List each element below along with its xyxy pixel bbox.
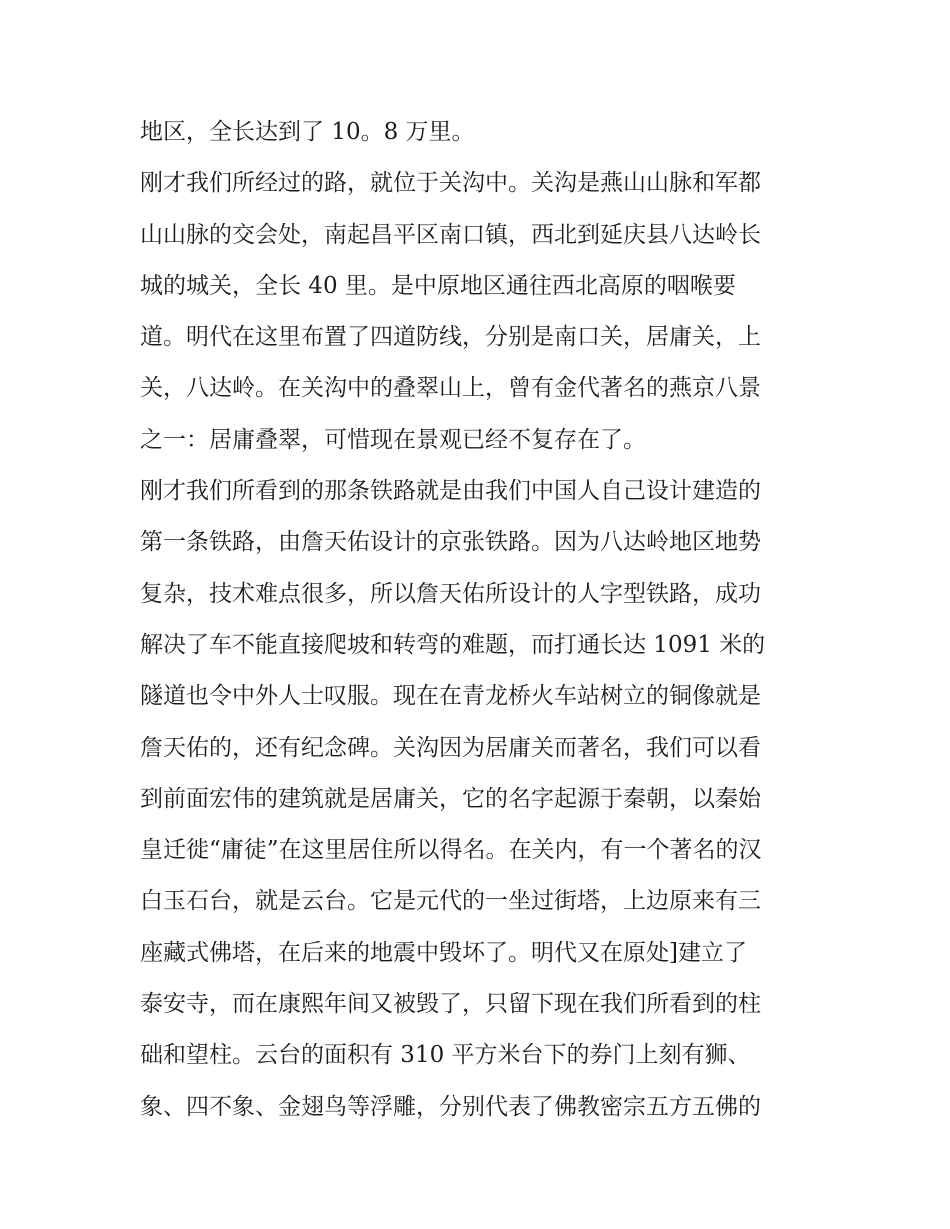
text-line: 关，八达岭。在关沟中的叠翠山上，曾有金代著名的燕京八景: [140, 375, 761, 402]
text-line: 刚才我们所看到的那条铁路就是由我们中国人自己设计建造的: [140, 478, 761, 505]
text-line: 城的城关，全长 40 里。是中原地区通往西北高原的咽喉要: [140, 272, 736, 299]
text-line: 隧道也令中外人士叹服。现在在青龙桥火车站树立的铜像就是: [140, 683, 761, 710]
text-line: 泰安寺，而在康熙年间又被毁了，只留下现在我们所看到的柱: [140, 991, 761, 1018]
text-line: 象、四不象、金翅鸟等浮雕，分别代表了佛教密宗五方五佛的: [140, 1093, 761, 1120]
text-line: 础和望柱。云台的面积有 310 平方米台下的券门上刻有狮、: [140, 1042, 751, 1069]
text-line: 白玉石台，就是云台。它是元代的一坐过街塔，上边原来有三: [140, 888, 761, 915]
text-line: 座藏式佛塔，在后来的地震中毁坏了。明代又在原处]建立了: [140, 939, 747, 966]
text-line: 复杂，技术难点很多，所以詹天佑所设计的人字型铁路，成功: [140, 580, 761, 607]
text-line: 山山脉的交会处，南起昌平区南口镇，西北到延庆县八达岭长: [140, 221, 761, 248]
text-line: 皇迁徙“庸徒”在这里居住所以得名。在关内，有一个著名的汉: [140, 837, 762, 864]
text-line: 道。明代在这里布置了四道防线，分别是南口关，居庸关，上: [140, 324, 761, 351]
document-body: [140, 107, 820, 1133]
text-line: 詹天佑的，还有纪念碑。关沟因为居庸关而著名，我们可以看: [140, 734, 761, 761]
text-line: 刚才我们所经过的路，就位于关沟中。关沟是燕山山脉和军都: [140, 170, 761, 197]
text-line: 到前面宏伟的建筑就是居庸关，它的名字起源于秦朝，以秦始: [140, 785, 761, 812]
text-line: 地区，全长达到了 10。8 万里。: [140, 119, 475, 145]
text-line: 解决了车不能直接爬坡和转弯的难题，而打通长达 1091 米的: [140, 631, 766, 658]
text-line: 第一条铁路，由詹天佑设计的京张铁路。因为八达岭地区地势: [140, 529, 761, 556]
text-line: 之一：居庸叠翠，可惜现在景观已经不复存在了。: [140, 426, 646, 453]
